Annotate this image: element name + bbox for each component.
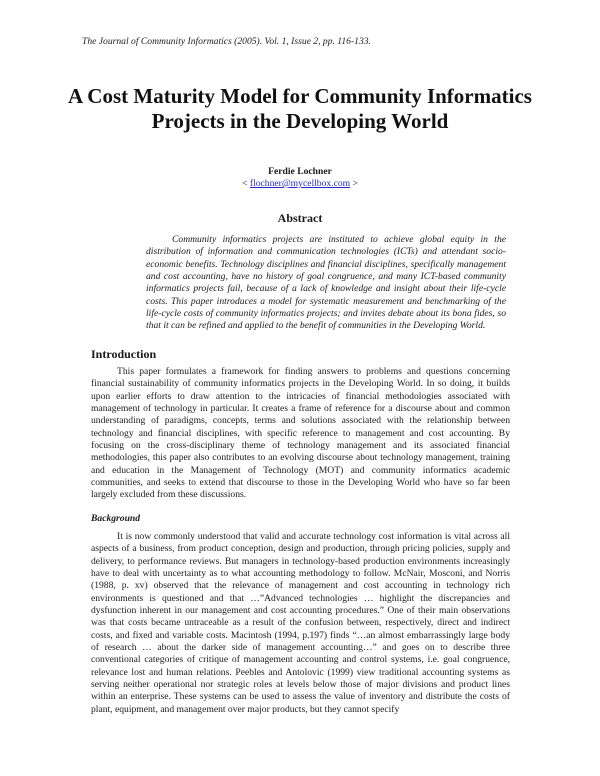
introduction-heading: Introduction <box>91 347 157 361</box>
introduction-paragraph: This paper formulates a framework for finding answers to problems and questions concerning financial sustainability of community informatics projects in the Developing World. In so doing, it builds upon earlier efforts to draw attention to the intricacies of financial methodologies associated with management of technology in particular. It creates a frame of reference for a discourse about and common understanding of paradigms, concepts, terms and solutions associated with the relationship between technology and financial disciplines, with specific reference to management and cost accounting. By focusing on the cross-disciplinary theme of technology management and its associated financial methodologies, this paper also contributes to an evolving discourse about technology management, training and education in the Management of Technology (MOT) and community informatics academic communities, and seeks to extend that discourse to those in the Developing World who have so far been largely excluded from these discussions. <box>91 366 510 501</box>
background-heading: Background <box>91 513 141 524</box>
running-head: The Journal of Community Informatics (2005). Vol. 1, Issue 2, pp. 116-133. <box>82 36 371 47</box>
paper-title: A Cost Maturity Model for Community Informatics Projects in the Developing World <box>68 84 532 133</box>
abstract-heading: Abstract <box>277 211 323 225</box>
background-paragraph: It is now commonly understood that valid and accurate technology cost information is vital across all aspects of a business, from product conception, design and production, through pricing policies, supply and delivery, to performance reviews. But managers in technology-based production environments increasingly have to deal with uncertainty as to what accounting methodology to follow. McNair, Mosconi, and Norris (1988, p. xv) observed that the relevance of management and cost accounting in technology rich environments is questioned and that …”Advanced technologies … highlight the discrepancies and dysfunction inherent in our management and cost accounting procedures.” One of their main observations was that costs became untraceable as a result of the confusion between, respectively, direct and indirect costs, and fixed and variable costs. Macintosh (1994, p.197) finds “…an almost embarrassingly large body of research … about the darker side of management accounting…” and goes on to describe three conventional categories of critique of management accounting and control systems, i.e. goal congruence, relevance lost and human relations. Peebles and Antolovic (1999) view traditional accounting systems as serving neither operational nor strategic roles at levels below those of major divisions and product lines within an enterprise. These systems can be used to assess the value of inventory and distribute the costs of plant, equipment, and management over major products, but they cannot specify <box>91 531 510 715</box>
email-open-bracket: < <box>242 178 250 189</box>
abstract-text: Community informatics projects are instituted to achieve global equity in the distribution of information and communication technologies (ICTs) and attendant socio-economic benefits. Technology disciplines and financial disciplines, specifically management and cost accounting, have no history of goal congruence, and many ICT-based community informatics projects fail, because of a lack of knowledge and insight about their life-cycle costs. This paper introduces a model for systematic measurement and benchmarking of the life-cycle costs of community informatics projects; and invites debate about its bona fides, so that it can be refined and applied to the benefit of communities in the Developing World. <box>146 234 506 332</box>
author-email-line <box>0 178 600 190</box>
author-email-link[interactable]: flochner@mycellbox.com <box>249 178 351 189</box>
author-name: Ferdie Lochner <box>268 166 332 177</box>
email-close-bracket: > <box>350 178 358 189</box>
